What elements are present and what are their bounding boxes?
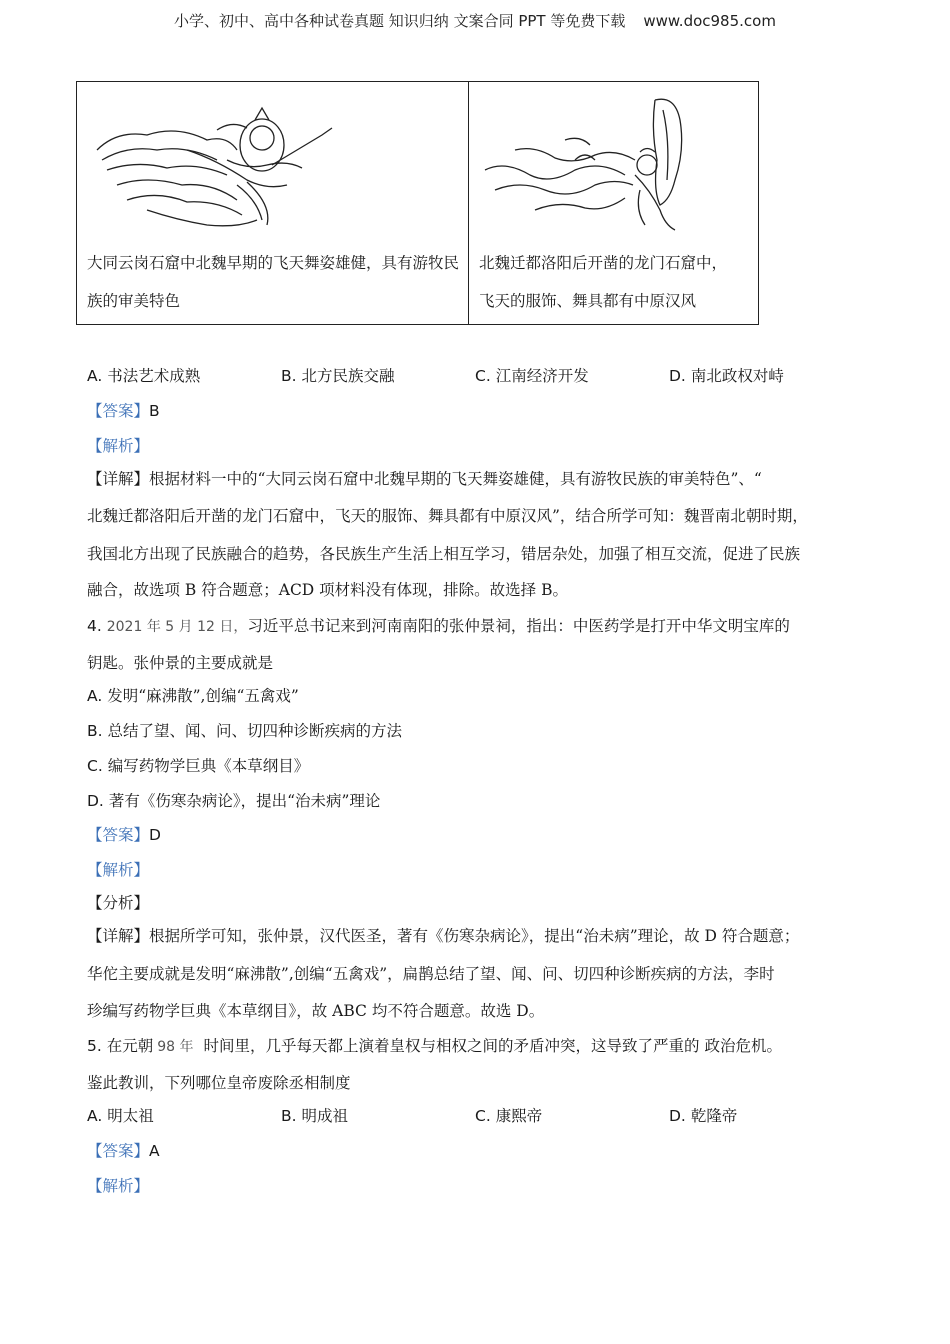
- figure-caption-right: [479, 244, 759, 320]
- q4-detail-line-3: 珍编写药物学巨典《本草纲目》，故 ABC 均不符合题意。故选 D。: [87, 1002, 545, 1020]
- q4-stem-line-1: 4. 2021 年 5 月 12 日，习近平总书记来到河南南阳的张仲景祠，指出：中医药学是打开中华文明宝库的: [87, 617, 790, 635]
- figure-caption-left: 大同云岗石窟中北魏早期的飞天舞姿雄健，具有游牧民族的审美特色: [87, 254, 460, 310]
- q3-option-c: C. 江南经济开发: [475, 367, 589, 385]
- q3-option-d: D. 南北政权对峙: [669, 367, 784, 385]
- q3-detail-line-4: 融合，故选项 B 符合题意；ACD 项材料没有体现，排除。故选择 B。: [87, 581, 568, 599]
- q5-option-b: B. 明成祖: [281, 1107, 349, 1125]
- q4-stem-line-2: 钥匙。张仲景的主要成就是: [87, 654, 274, 672]
- figure-caption-right-line-2: 飞天的服饰、舞具都有中原汉风: [479, 292, 697, 310]
- page-header: [0, 10, 950, 31]
- q5-option-c: C. 康熙帝: [475, 1107, 543, 1125]
- flying-apsara-longmen-image: [475, 90, 715, 240]
- q5-answer: 【答案】A: [87, 1142, 160, 1160]
- q4-detail-line-1: 【详解】根据所学可知，张仲景，汉代医圣，著有《伤寒杂病论》，提出“治未病”理论，故 D 符合题意；: [87, 927, 800, 945]
- q4-option-c: C. 编写药物学巨典《本草纲目》: [87, 757, 310, 775]
- figure-caption-right-line-1: 北魏迁都洛阳后开凿的龙门石窟中，: [479, 254, 728, 272]
- q3-option-a: A. 书法艺术成熟: [87, 367, 201, 385]
- q3-detail-line-1: 【详解】根据材料一中的“大同云岗石窟中北魏早期的飞天舞姿雄健，具有游牧民族的审美特色”、“: [87, 470, 762, 488]
- flying-apsara-yungang-image: [87, 90, 347, 240]
- header-text: 小学、初中、高中各种试卷真题 知识归纳 文案合同 PPT 等免费下载: [174, 12, 626, 30]
- q3-detail-line-3: 我国北方出现了民族融合的趋势，各民族生产生活上相互学习，错居杂处，加强了相互交流，促进了民族: [87, 545, 801, 563]
- q5-stem-line-1: 5. 在元朝 98 年 时间里，几乎每天都上演着皇权与相权之间的矛盾冲突，这导致了严重的 政治危机。: [87, 1037, 782, 1055]
- q5-option-d: D. 乾隆帝: [669, 1107, 738, 1125]
- q3-analysis-label: 【解析】: [87, 437, 150, 455]
- figure-table: [76, 81, 759, 325]
- q3-detail-line-2: 北魏迁都洛阳后开凿的龙门石窟中，飞天的服饰、舞具都有中原汉风”，结合所学可知：魏晋南北朝时期，: [87, 507, 808, 525]
- q5-analysis-label: 【解析】: [87, 1177, 150, 1195]
- q4-fenxi-label: 【分析】: [87, 894, 150, 912]
- q4-detail-line-2: 华佗主要成就是发明“麻沸散”,创编“五禽戏”，扁鹊总结了望、闻、问、切四种诊断疾病的方法，李时: [87, 965, 775, 983]
- q5-stem-line-2: 鉴此教训，下列哪位皇帝废除丞相制度: [87, 1074, 351, 1092]
- q3-option-b: B. 北方民族交融: [281, 367, 395, 385]
- figure-cell-yungang: [77, 82, 469, 324]
- q4-answer: 【答案】D: [87, 826, 161, 844]
- header-url[interactable]: www.doc985.com: [643, 12, 776, 30]
- q4-option-d: D. 著有《伤寒杂病论》，提出“治未病”理论: [87, 792, 381, 810]
- q4-analysis-label: 【解析】: [87, 861, 150, 879]
- q4-option-a: A. 发明“麻沸散”,创编“五禽戏”: [87, 687, 299, 705]
- q5-option-a: A. 明太祖: [87, 1107, 154, 1125]
- q4-option-b: B. 总结了望、闻、问、切四种诊断疾病的方法: [87, 722, 403, 740]
- q3-answer: 【答案】B: [87, 402, 160, 420]
- figure-cell-longmen: [469, 82, 758, 324]
